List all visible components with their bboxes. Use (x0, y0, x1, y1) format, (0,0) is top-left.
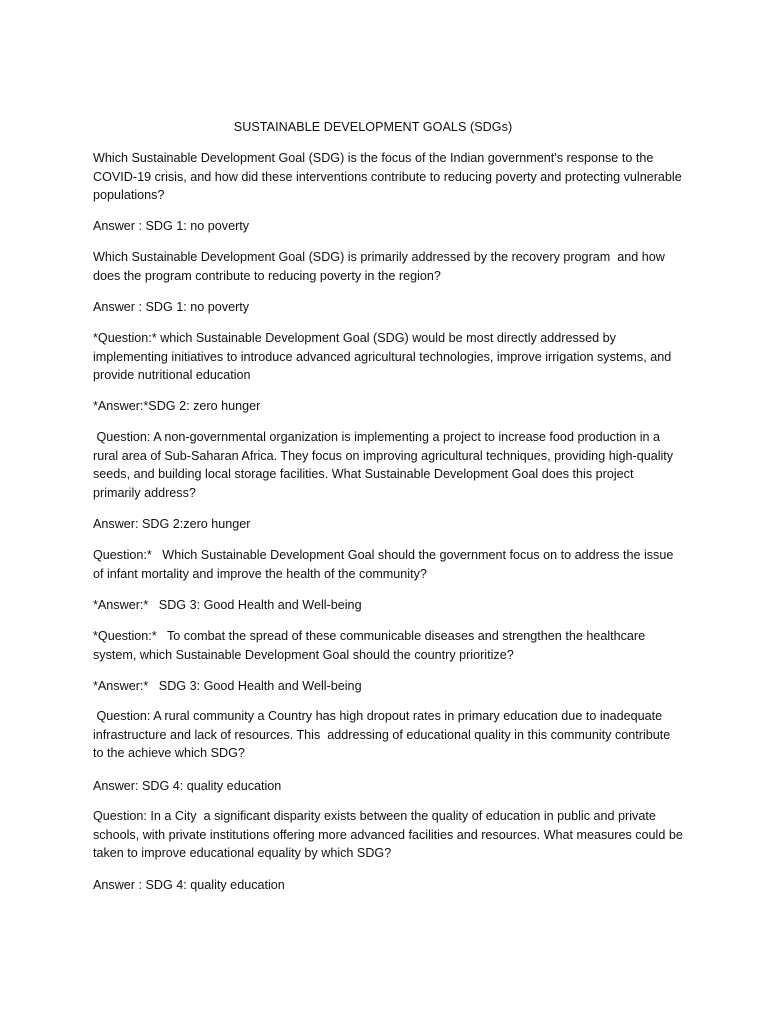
answer-paragraph: Answer: SDG 4: quality education (93, 779, 282, 793)
question-paragraph: *Question:* To combat the spread of these communicable diseases and strengthen the healthcare system, which Sustainable Development Goal should the country prioritize? (93, 629, 649, 662)
answer-paragraph: *Answer:* SDG 3: Good Health and Well-being (93, 679, 362, 693)
answer-paragraph: Answer : SDG 1: no poverty (93, 300, 250, 314)
question-paragraph: Question: A rural community a Country has high dropout rates in primary education due to inadequate infrastructure and lack of resources. This addressing of educational quality in this community contribute to the achieve which SDG? (93, 709, 674, 760)
answer-paragraph: *Answer:* SDG 3: Good Health and Well-being (93, 598, 362, 612)
question-paragraph: Question:* Which Sustainable Development Goal should the government focus on to address the issue of infant mortality and improve the health of the community? (93, 548, 677, 581)
question-paragraph: Question: A non-governmental organization is implementing a project to increase food production in a rural area of Sub-Saharan Africa. They focus on improving agricultural techniques, providing high-quality seeds, and building local storage facilities. What Sustainable Development Goal does this project primarily address? (93, 430, 677, 500)
question-paragraph: *Question:* which Sustainable Development Goal (SDG) would be most directly addressed by implementing initiatives to introduce advanced agricultural technologies, improve irrigation systems, and provide nutritional education (93, 331, 675, 382)
answer-paragraph: *Answer:*SDG 2: zero hunger (93, 399, 261, 413)
answer-paragraph: Answer : SDG 1: no poverty (93, 219, 250, 233)
question-paragraph: Which Sustainable Development Goal (SDG) is primarily addressed by the recovery program and how does the program contribute to reducing poverty in the region? (93, 250, 669, 283)
question-paragraph: Question: In a City a significant disparity exists between the quality of education in public and private schools, with private institutions offering more advanced facilities and resources. What measures could be taken to improve educational equality by which SDG? (93, 809, 687, 860)
document-title: SUSTAINABLE DEVELOPMENT GOALS (SDGs) (233, 120, 513, 134)
answer-paragraph: Answer : SDG 4: quality education (93, 878, 285, 892)
answer-paragraph: Answer: SDG 2:zero hunger (93, 517, 251, 531)
question-paragraph: Which Sustainable Development Goal (SDG) is the focus of the Indian government's response to the COVID-19 crisis, and how did these interventions contribute to reducing poverty and protecting vulnerable populations? (93, 151, 686, 202)
